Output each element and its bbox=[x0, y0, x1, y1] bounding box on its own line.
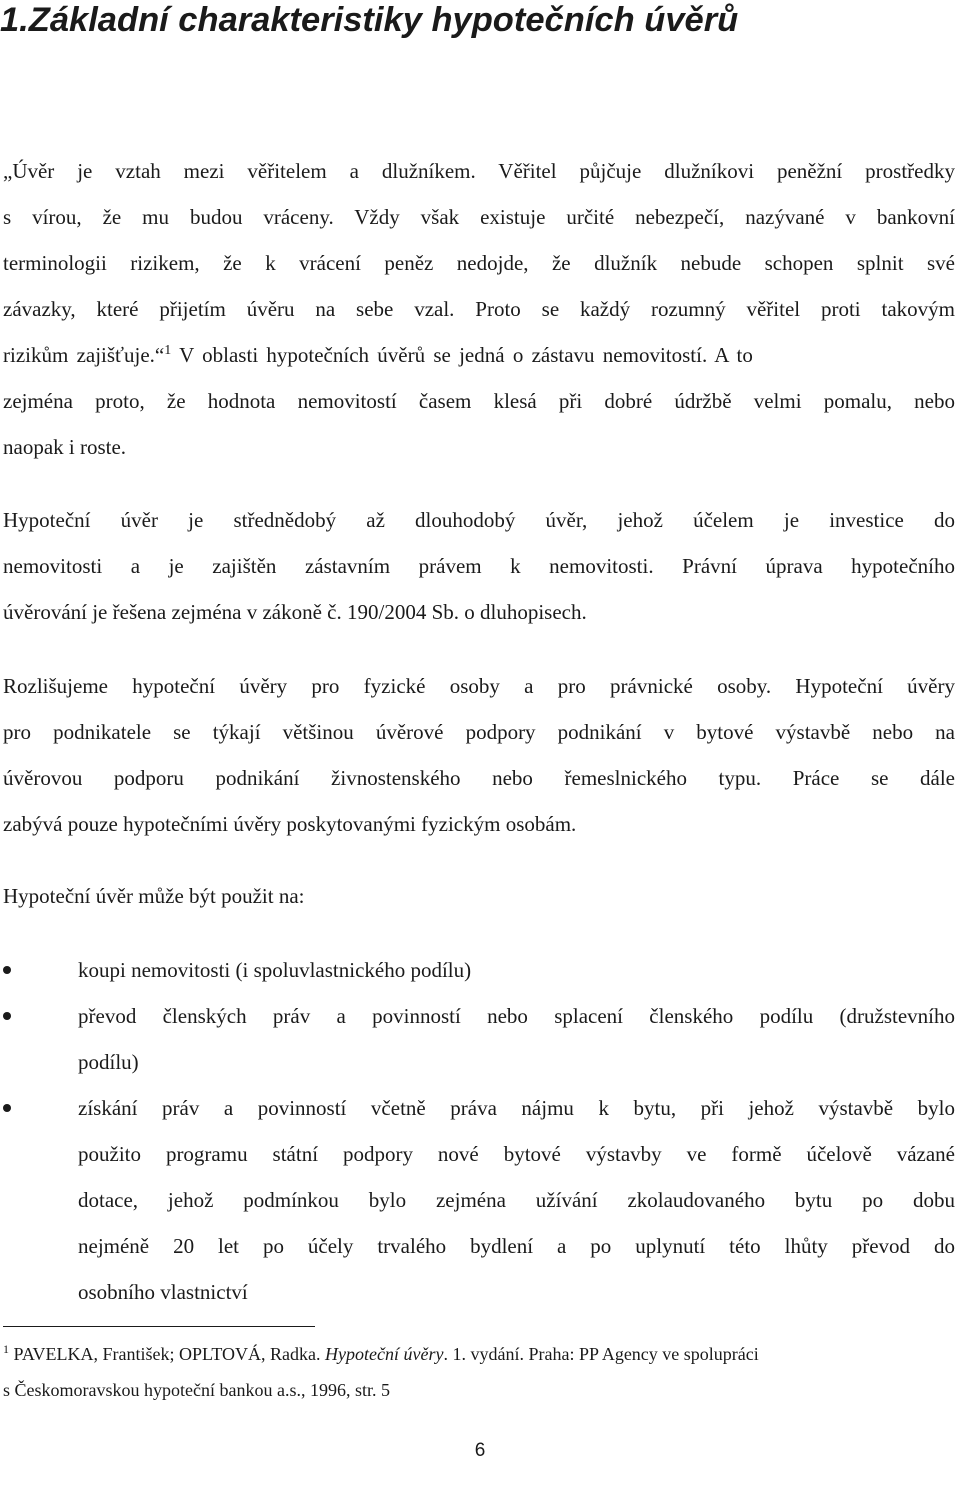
bullet-icon bbox=[3, 1104, 11, 1112]
text-line-with-footnote-ref bbox=[3, 332, 955, 378]
text-line: Rozlišujeme hypoteční úvěry pro fyzické osoby a pro právnické osoby. Hypoteční úvěry bbox=[3, 674, 955, 698]
text-line: osobního vlastnictví bbox=[78, 1280, 248, 1304]
text-line: závazky, které přijetím úvěru na sebe vzal. Proto se každý rozumný věřitel proti takovým bbox=[3, 297, 955, 321]
text-line: úvěrovou podporu podnikání živnostenského nebo řemeslnického typu. Práce se dále bbox=[3, 766, 955, 790]
list-intro bbox=[3, 873, 955, 919]
text-line: nemovitosti a je zajištěn zástavním právem k nemovitosti. Právní úprava hypotečního bbox=[3, 554, 955, 578]
footnote-title: Hypoteční úvěry bbox=[325, 1344, 444, 1364]
text-line: dotace, jehož podmínkou bylo zejména užívání zkolaudovaného bytu po dobu bbox=[78, 1188, 955, 1212]
text-segment: V oblasti hypotečních úvěrů se jedná o zástavu nemovitostí. A to bbox=[171, 343, 753, 367]
text-line: zabývá pouze hypotečními úvěry poskytovanými fyzickým osobám. bbox=[3, 812, 577, 836]
text-line: nejméně 20 let po účely trvalého bydlení a po uplynutí této lhůty převod do bbox=[78, 1234, 955, 1258]
text-line: koupi nemovitosti (i spoluvlastnického podílu) bbox=[78, 958, 472, 982]
text-line: Hypoteční úvěr může být použit na: bbox=[3, 884, 305, 908]
text-line: terminologii rizikem, že k vrácení peněz nedojde, že dlužník nebude schopen splnit své bbox=[3, 251, 955, 275]
list-item bbox=[78, 1085, 955, 1315]
footnote-separator bbox=[3, 1326, 315, 1327]
paragraph-credit-definition bbox=[3, 148, 955, 470]
paragraph-mortgage-definition bbox=[3, 497, 955, 635]
text-line: naopak i roste. bbox=[3, 435, 127, 459]
text-line: úvěrování je řešena zejména v zákoně č. 190/2004 Sb. o dluhopisech. bbox=[3, 600, 587, 624]
text-line: získání práv a povinností včetně práva nájmu k bytu, při jehož výstavbě bylo bbox=[78, 1096, 955, 1120]
text-segment: . 1. vydání. Praha: PP Agency ve spolupráci bbox=[443, 1344, 759, 1364]
text-segment: rizikům zajišťuje.“ bbox=[3, 343, 165, 367]
page-heading: 1.Základní charakteristiky hypotečních úvěrů bbox=[0, 1, 739, 39]
footnote-line bbox=[3, 1336, 955, 1372]
text-line: pro podnikatele se týkají většinou úvěrové podpory podnikání v bytové výstavbě nebo na bbox=[3, 720, 955, 744]
footnote-reference[interactable]: 1 bbox=[164, 343, 172, 358]
footnote-line: s Českomoravskou hypoteční bankou a.s., 1996, str. 5 bbox=[3, 1380, 390, 1400]
footnote bbox=[3, 1336, 955, 1408]
bullet-icon bbox=[3, 966, 11, 974]
text-line: převod členských práv a povinností nebo splacení členského podílu (družstevního bbox=[78, 1004, 955, 1028]
text-line: s vírou, že mu budou vráceny. Vždy však existuje určité nebezpečí, nazývané v bankovní bbox=[3, 205, 955, 229]
text-line: zejména proto, že hodnota nemovitostí časem klesá při dobré údržbě velmi pomalu, nebo bbox=[3, 389, 955, 413]
text-segment: PAVELKA, František; OPLTOVÁ, Radka. bbox=[9, 1344, 326, 1364]
text-line: použito programu státní podpory nové bytové výstavby ve formě účelově vázané bbox=[78, 1142, 955, 1166]
page-number: 6 bbox=[474, 1440, 486, 1461]
text-line: podílu) bbox=[78, 1050, 139, 1074]
paragraph-mortgage-types bbox=[3, 663, 955, 847]
footnote-number: 1 bbox=[3, 1342, 9, 1356]
bullet-icon bbox=[3, 1012, 11, 1020]
list-item bbox=[78, 993, 955, 1085]
text-line: „Úvěr je vztah mezi věřitelem a dlužníkem. Věřitel půjčuje dlužníkovi peněžní prostředky bbox=[3, 159, 955, 183]
text-line: Hypoteční úvěr je střednědobý až dlouhodobý úvěr, jehož účelem je investice do bbox=[3, 508, 955, 532]
list-item bbox=[78, 947, 955, 993]
